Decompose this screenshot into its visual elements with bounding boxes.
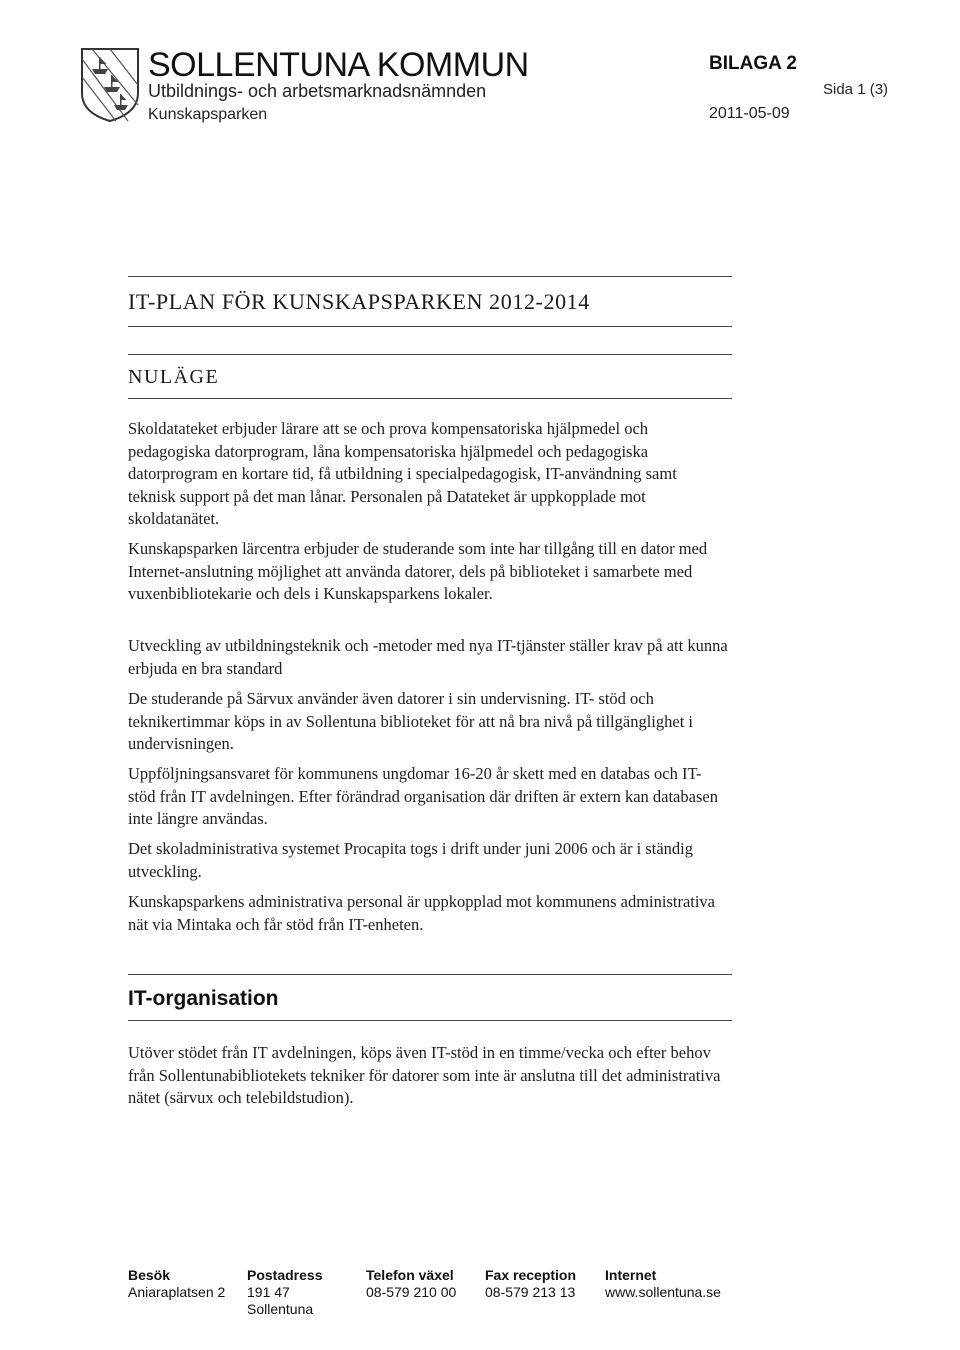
section-bottom-rule [128,398,732,399]
footer-fax [485,1267,576,1301]
attachment-label: BILAGA 2 [709,53,797,74]
footer-value: Aniaraplatsen 2 [128,1284,226,1300]
footer-label: Internet [605,1267,657,1283]
footer-value: Sollentuna [247,1301,314,1317]
footer-value: 08-579 210 00 [366,1284,457,1300]
section-heading-nulage: NULÄGE [128,366,220,388]
paragraph: De studerande på Särvux använder även datorer i sin undervisning. IT- stöd och teknikertimmar köps in av Sollentuna biblioteket för att nå bra nivå på tillgänglighet i undervisningen. [128,689,693,753]
document-date: 2011-05-09 [709,105,790,122]
footer-phone [366,1267,456,1301]
footer-visit [128,1267,225,1301]
municipality-logo [80,47,140,123]
paragraph: Kunskapsparkens administrativa personal är uppkopplad mot kommunens administrativa nät via Mintaka och får stöd från IT-enheten. [128,892,716,934]
title-top-rule [128,276,732,277]
section2-top-rule [128,974,732,975]
organization-name: SOLLENTUNA KOMMUN [148,46,529,84]
department-name: Utbildnings- och arbetsmarknadsnämnden [148,81,487,101]
paragraph: Utöver stödet från IT avdelningen, köps även IT-stöd in en timme/vecka och efter behov från Sollentunabibliotekets tekniker för datorer som inte är anslutna till det administrativa nätet (särvux och telebildstudion). [128,1043,721,1107]
footer-label: Postadress [247,1267,323,1283]
footer-value: 08-579 213 13 [485,1284,576,1300]
footer-label: Besök [128,1267,171,1283]
page-number: Sida 1 (3) [823,81,889,98]
unit-name: Kunskapsparken [148,106,268,123]
footer-value: www.sollentuna.se [605,1284,721,1300]
footer-label: Fax reception [485,1267,577,1283]
title-bottom-rule [128,326,732,327]
footer-internet [605,1267,721,1301]
paragraph: Uppföljningsansvaret för kommunens ungdomar 16-20 år skett med en databas och IT-stöd från IT avdelningen. Efter förändrad organisation där driften är extern kan databasen inte längre användas. [128,764,718,828]
footer-postal [247,1267,322,1318]
section-heading-it-organisation: IT-organisation [128,987,279,1010]
paragraph: Det skoladministrativa systemet Procapita togs i drift under juni 2006 och är i ständig utveckling. [128,839,694,881]
document-title: IT-PLAN FÖR KUNSKAPSPARKEN 2012-2014 [128,289,590,314]
footer-label: Telefon växel [366,1267,454,1283]
paragraph: Kunskapsparken lärcentra erbjuder de studerande som inte har tillgång till en dator med Internet-anslutning möjlighet att använda datorer, dels på biblioteket i samarbete med vuxenbibliotekarie och dels i Kunskapsparkens lokaler. [128,539,708,603]
section2-bottom-rule [128,1020,732,1021]
paragraph: Utveckling av utbildningsteknik och -metoder med nya IT-tjänster ställer krav på att kunna erbjuda en bra standard [128,636,728,678]
footer-value: 191 47 [247,1284,290,1300]
section-top-rule [128,354,732,355]
paragraph: Skoldatateket erbjuder lärare att se och prova kompensatoriska hjälpmedel och pedagogiska datorprogram, låna kompensatoriska hjälpmedel och pedagogiska datorprogram en kortare tid, få utbildning i specialpedagogisk, IT-användning samt teknisk support på det man lånar. Personalen på Datateket är uppkopplade mot skoldatanätet. [128,419,677,528]
